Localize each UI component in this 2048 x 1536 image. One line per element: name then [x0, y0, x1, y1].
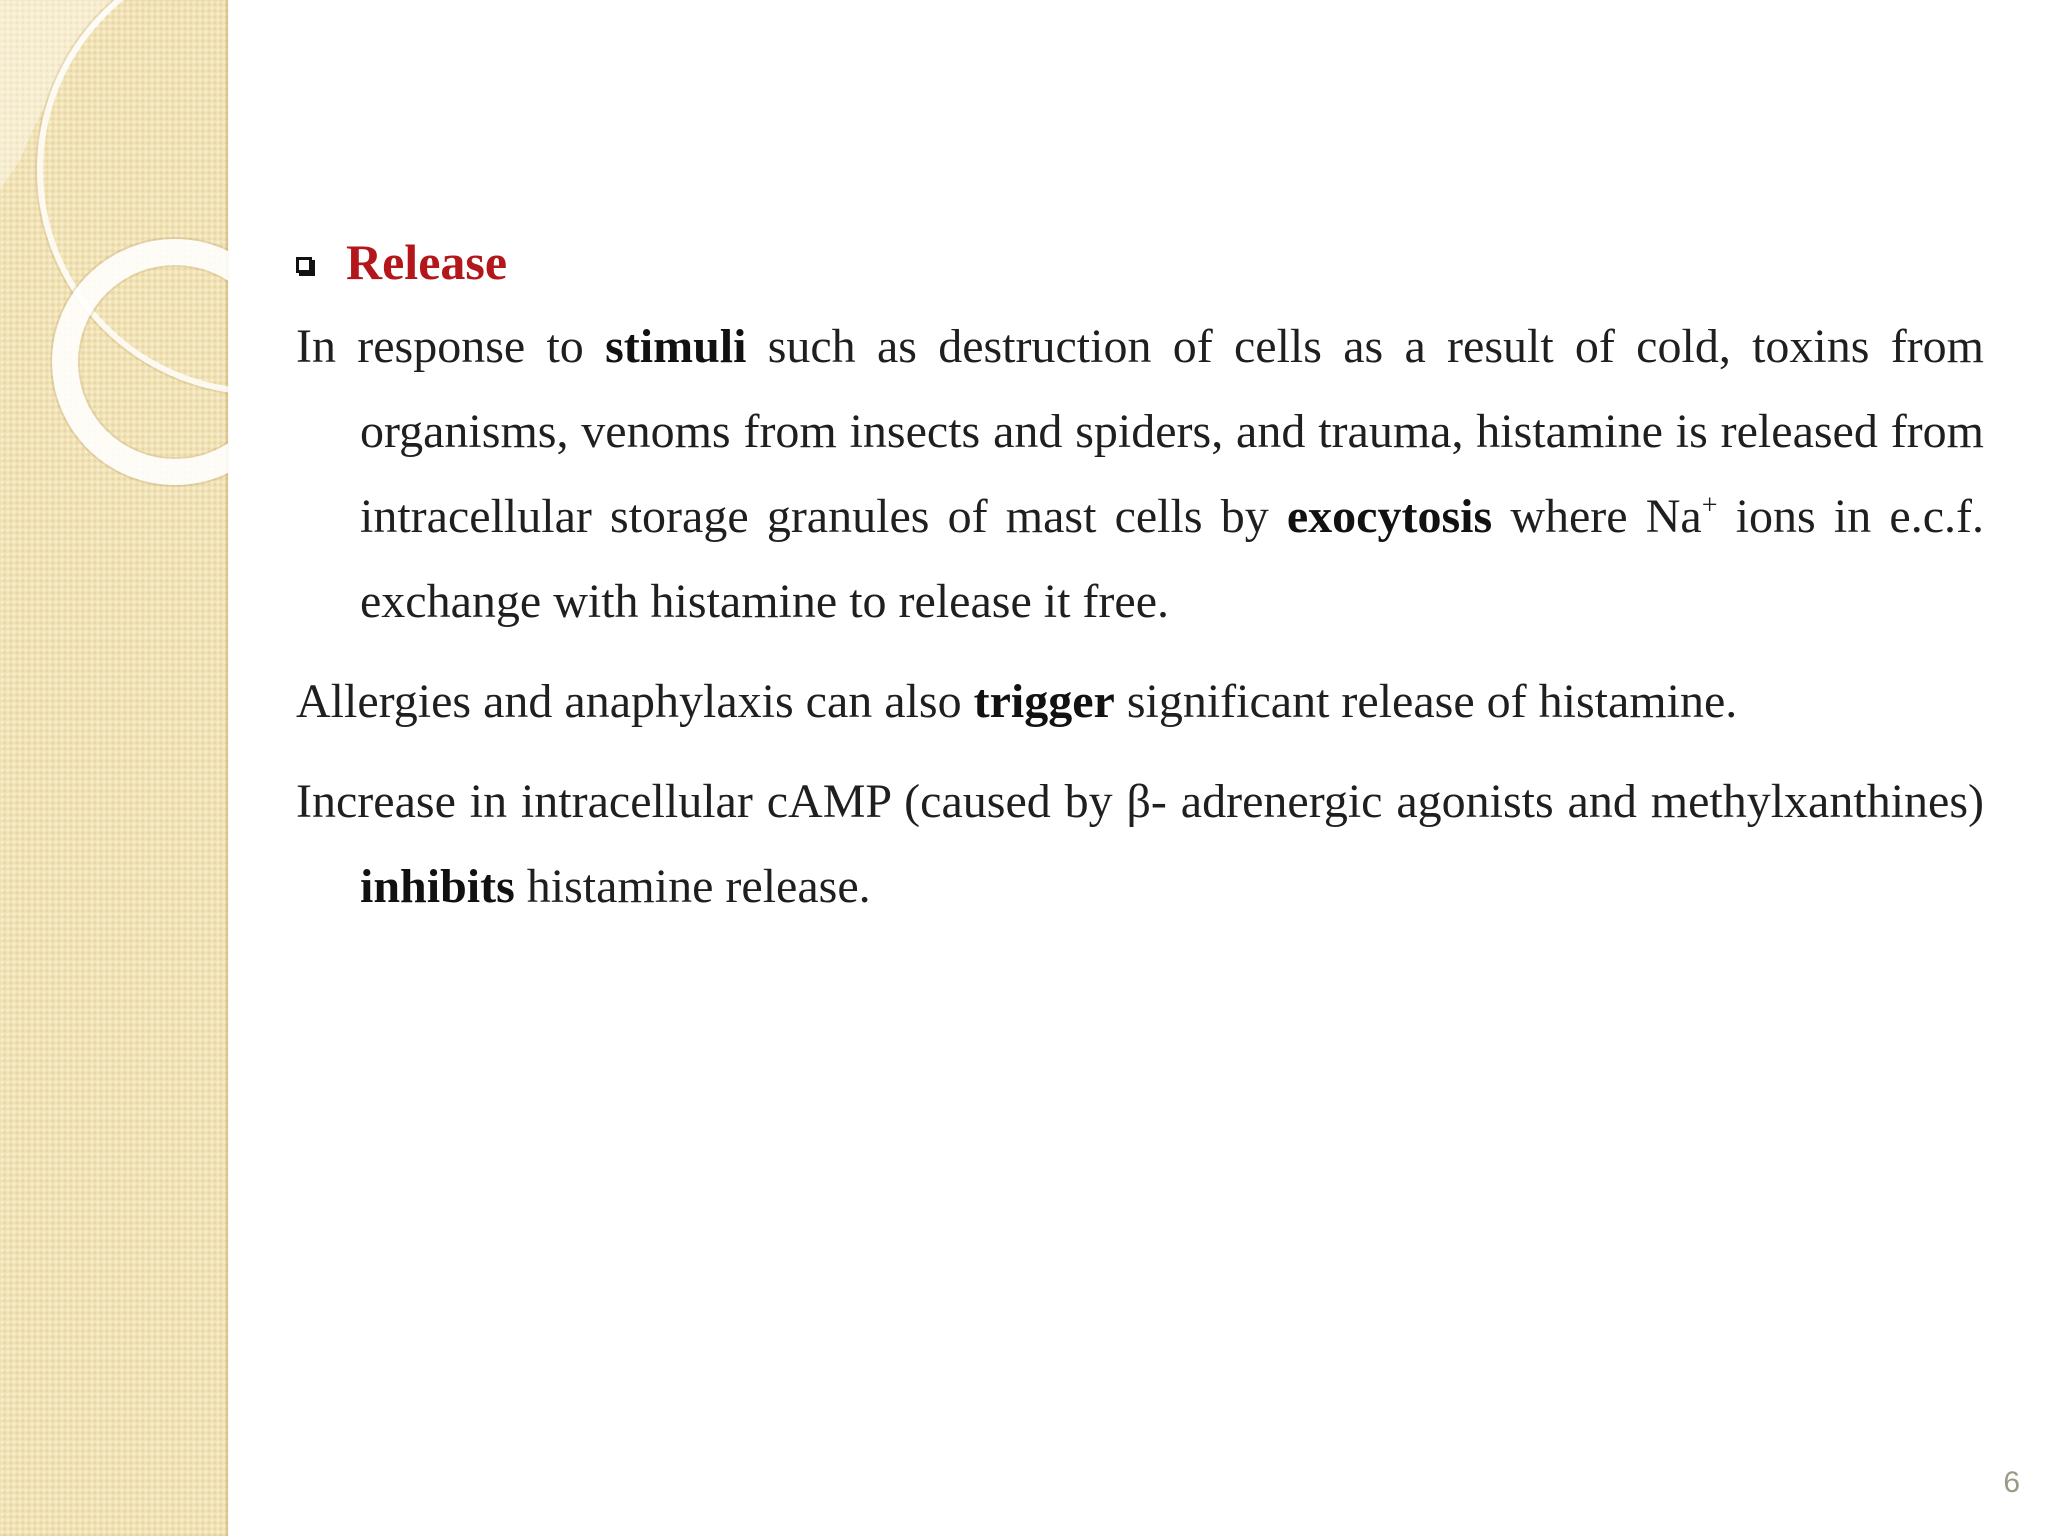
checkbox-square-icon — [296, 257, 312, 273]
paragraph-release-mechanism — [296, 304, 1984, 644]
paragraph-text: significant release of histamine. — [1114, 675, 1738, 728]
emphasis-exocytosis: exocytosis — [1286, 490, 1493, 543]
emphasis-stimuli: stimuli — [605, 320, 747, 373]
paragraph-allergies — [296, 659, 1984, 744]
slide-content — [296, 220, 1984, 944]
ring-decoration-icon — [0, 0, 240, 520]
paragraph-text: histamine release. — [514, 860, 871, 913]
paragraph-text: Increase in intracellular cAMP (caused by β- adrenergic agonists and methylxanthines) — [296, 775, 1984, 828]
heading-text: Release — [346, 234, 508, 290]
superscript-plus: + — [1701, 490, 1718, 521]
paragraph-text: ions in e.c.f. exchange with histamine to release it free. — [360, 490, 1985, 628]
paragraph-text: Allergies and anaphylaxis can also — [296, 675, 974, 728]
paragraph-text: such as destruction of cells as a result of cold, toxins from organisms, venoms from insects and spiders, and trauma, histamine is released from intracellular storage granules of mast cells by — [360, 320, 1985, 543]
emphasis-trigger: trigger — [973, 675, 1115, 728]
paragraph-text: In response to — [296, 320, 606, 373]
emphasis-inhibits: inhibits — [360, 860, 515, 913]
section-heading — [296, 220, 1984, 304]
paragraph-text: where Na — [1492, 490, 1702, 543]
page-number: 6 — [2003, 1466, 2020, 1499]
paragraph-camp-inhibition — [296, 759, 1984, 929]
